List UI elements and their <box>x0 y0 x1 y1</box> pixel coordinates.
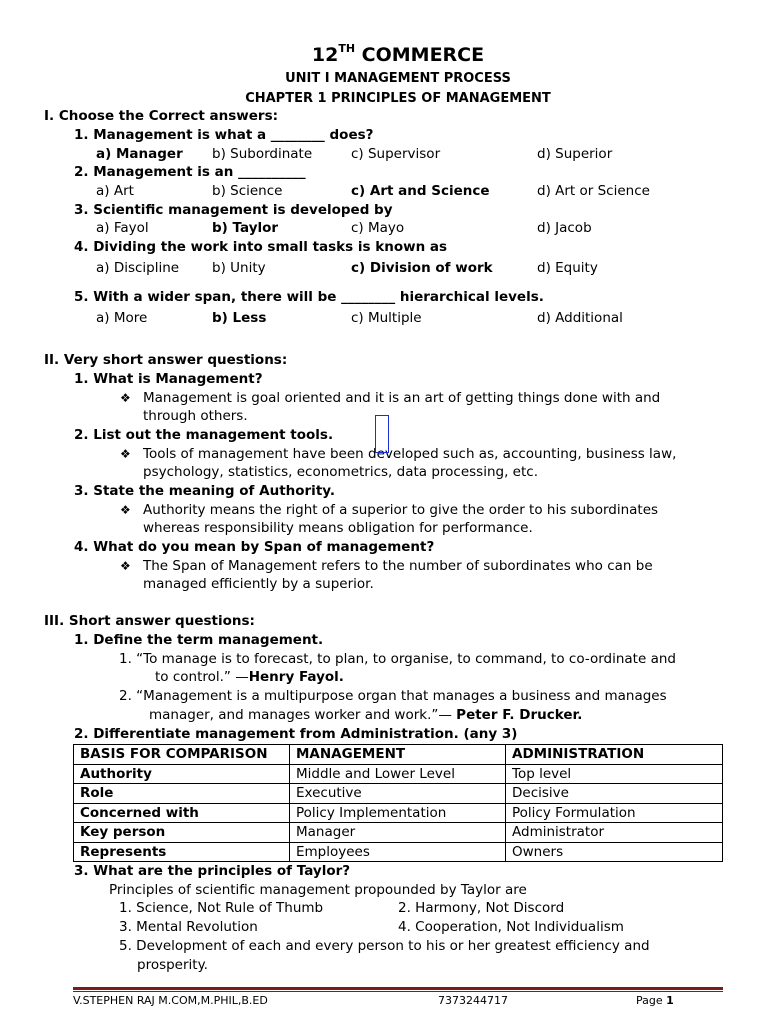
vsa-answer-3-line2: whereas responsibility means obligation for performance. <box>143 520 533 536</box>
table-header: ADMINISTRATION <box>506 745 723 765</box>
mcq-question-1: 1. Management is what a ________ does? <box>74 127 374 143</box>
table-cell: Executive <box>290 784 506 804</box>
principle-item: 4. Cooperation, Not Individualism <box>398 919 624 935</box>
mcq3-option-b: b) Taylor <box>212 220 279 236</box>
mcq2-option-c: c) Art and Science <box>351 183 490 199</box>
principle-item: 5. Development of each and every person to his or her greatest efficiency and <box>119 938 650 954</box>
table-row <box>74 764 723 784</box>
chapter-heading: CHAPTER 1 PRINCIPLES OF MANAGEMENT <box>245 91 551 106</box>
diamond-bullet-icon: ❖ <box>120 559 131 573</box>
vsa-question-3: 3. State the meaning of Authority. <box>74 483 335 499</box>
mcq1-option-b: b) Subordinate <box>212 146 313 162</box>
mcq-question-5: 5. With a wider span, there will be ________ hierarchical levels. <box>74 289 544 305</box>
principle-item: prosperity. <box>137 957 208 973</box>
mcq3-option-a: a) Fayol <box>96 220 149 236</box>
vsa-question-2: 2. List out the management tools. <box>74 427 334 443</box>
definition-2-line2: manager, and manages worker and work.”— Peter F. Drucker. <box>149 707 583 723</box>
diamond-bullet-icon: ❖ <box>120 503 131 517</box>
table-cell: Employees <box>290 842 506 862</box>
table-cell: Top level <box>506 764 723 784</box>
definition-1-line1: 1. “To manage is to forecast, to plan, to organise, to command, to co-ordinate and <box>119 651 676 667</box>
table-cell: Administrator <box>506 823 723 843</box>
principle-item: 3. Mental Revolution <box>119 919 258 935</box>
diamond-bullet-icon: ❖ <box>120 391 131 405</box>
mcq2-option-d: d) Art or Science <box>537 183 650 199</box>
vsa-question-1: 1. What is Management? <box>74 371 263 387</box>
mcq-question-2: 2. Management is an __________ <box>74 164 306 180</box>
vsa-answer-4-line1: The Span of Management refers to the number of subordinates who can be <box>143 558 653 574</box>
mcq5-option-d: d) Additional <box>537 310 623 326</box>
table-row <box>74 842 723 862</box>
vsa-answer-3-line1: Authority means the right of a superior to give the order to his subordinates <box>143 502 659 518</box>
footer-phone: 7373244717 <box>438 994 508 1007</box>
mcq5-option-b: b) Less <box>212 310 267 326</box>
table-row <box>74 784 723 804</box>
section2-heading: II. Very short answer questions: <box>44 352 288 368</box>
principle-item: 1. Science, Not Rule of Thumb <box>119 900 324 916</box>
page-title: 12TH COMMERCE <box>311 42 485 66</box>
mcq5-option-c: c) Multiple <box>351 310 422 326</box>
footer-rule-thin <box>73 991 723 992</box>
mcq3-option-d: d) Jacob <box>537 220 592 236</box>
mcq4-option-c: c) Division of work <box>351 260 493 276</box>
table-cell: Owners <box>506 842 723 862</box>
mcq4-option-a: a) Discipline <box>96 260 180 276</box>
table-header-row <box>74 745 723 765</box>
table-cell: Role <box>74 784 290 804</box>
table-cell: Manager <box>290 823 506 843</box>
table-header: BASIS FOR COMPARISON <box>74 745 290 765</box>
comparison-table <box>73 744 723 862</box>
mcq4-option-b: b) Unity <box>212 260 266 276</box>
table-cell: Policy Formulation <box>506 803 723 823</box>
table-row <box>74 803 723 823</box>
mcq-question-4: 4. Dividing the work into small tasks is known as <box>74 239 448 255</box>
vsa-answer-1-line1: Management is goal oriented and it is an art of getting things done with and <box>143 390 661 406</box>
mcq2-option-a: a) Art <box>96 183 134 199</box>
unit-heading: UNIT I MANAGEMENT PROCESS <box>285 71 511 86</box>
definition-2-line1: 2. “Management is a multipurpose organ that manages a business and manages <box>119 688 667 704</box>
section3-heading: III. Short answer questions: <box>44 613 255 629</box>
vsa-answer-2-line1: Tools of management have been developed such as, accounting, business law, <box>143 446 677 462</box>
diamond-bullet-icon: ❖ <box>120 447 131 461</box>
mcq5-option-a: a) More <box>96 310 148 326</box>
vsa-answer-2-line2: psychology, statistics, econometrics, data processing, etc. <box>143 464 538 480</box>
table-header: MANAGEMENT <box>290 745 506 765</box>
principle-item: 2. Harmony, Not Discord <box>398 900 565 916</box>
table-cell: Represents <box>74 842 290 862</box>
footer-author: V.STEPHEN RAJ M.COM,M.PHIL,B.ED <box>73 994 268 1007</box>
principles-intro: Principles of scientific management propounded by Taylor are <box>109 882 527 898</box>
table-cell: Middle and Lower Level <box>290 764 506 784</box>
sa-question-1: 1. Define the term management. <box>74 632 324 648</box>
mcq1-option-d: d) Superior <box>537 146 613 162</box>
table-cell: Key person <box>74 823 290 843</box>
table-cell: Concerned with <box>74 803 290 823</box>
table-row <box>74 823 723 843</box>
mcq3-option-c: c) Mayo <box>351 220 405 236</box>
table-cell: Policy Implementation <box>290 803 506 823</box>
footer-page: Page 1 <box>636 994 674 1007</box>
sa-question-2: 2. Differentiate management from Administration. (any 3) <box>74 726 518 742</box>
footer-rule-thick <box>73 987 723 990</box>
text-cursor-box <box>375 415 389 453</box>
mcq1-option-c: c) Supervisor <box>351 146 441 162</box>
mcq4-option-d: d) Equity <box>537 260 598 276</box>
vsa-answer-1-line2: through others. <box>143 408 248 424</box>
vsa-answer-4-line2: managed efficiently by a superior. <box>143 576 374 592</box>
table-cell: Authority <box>74 764 290 784</box>
vsa-question-4: 4. What do you mean by Span of management? <box>74 539 435 555</box>
mcq-question-3: 3. Scientific management is developed by <box>74 202 393 218</box>
table-cell: Decisive <box>506 784 723 804</box>
sa-question-3: 3. What are the principles of Taylor? <box>74 863 351 879</box>
definition-1-line2: to control.” —Henry Fayol. <box>155 669 344 685</box>
mcq1-option-a: a) Manager <box>96 146 183 162</box>
section1-heading: I. Choose the Correct answers: <box>44 108 279 124</box>
mcq2-option-b: b) Science <box>212 183 283 199</box>
